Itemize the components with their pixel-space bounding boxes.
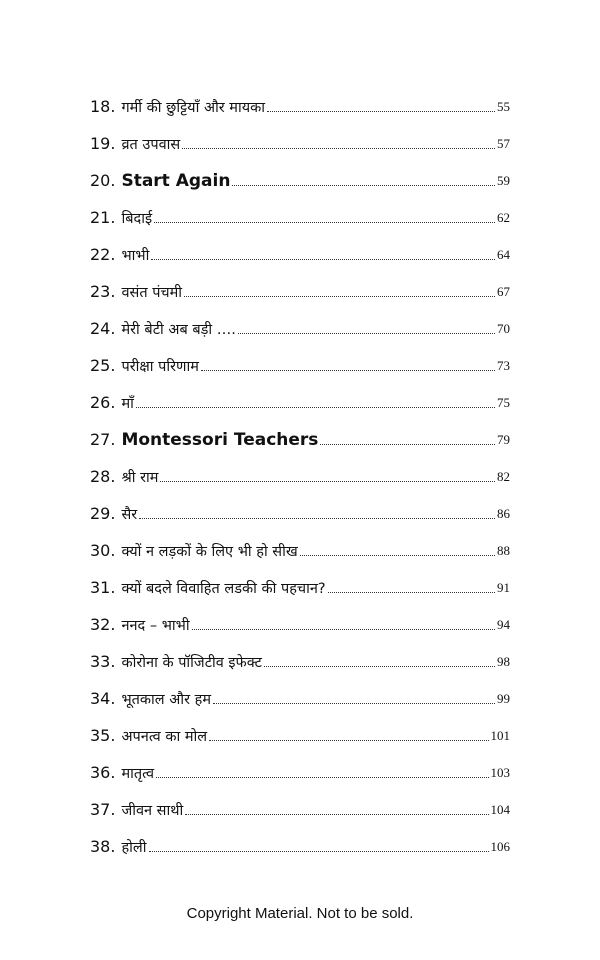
copyright-footer: Copyright Material. Not to be sold. [186, 905, 414, 922]
toc-entry [90, 791, 510, 828]
toc-entry-page: 64 [497, 246, 510, 262]
toc-entry-title: मेरी बेटी अब बड़ी …. [121, 321, 236, 338]
toc-entry [90, 125, 510, 162]
dot-leader [149, 851, 489, 852]
toc-entry-title: Montessori Teachers [121, 429, 319, 450]
toc-entry-number: 36. [90, 763, 116, 782]
toc-entry-page: 99 [497, 690, 510, 706]
toc-entry-title: कोरोना के पॉजिटीव इफेक्ट [121, 654, 262, 671]
toc-entry-number: 20. [90, 171, 116, 190]
toc-entry-number: 35. [90, 726, 116, 745]
dot-leader [328, 592, 495, 593]
toc-entry [90, 680, 510, 717]
toc-entry-page: 104 [490, 801, 510, 817]
toc-entry-number: 19. [90, 134, 116, 153]
toc-entry-title: भाभी [121, 247, 150, 264]
toc-entry [90, 310, 510, 347]
toc-entry [90, 162, 510, 199]
toc-entry-page: 79 [497, 431, 510, 447]
toc-entry-title: भूतकाल और हम [121, 691, 211, 708]
dot-leader [156, 777, 488, 778]
toc-entry-title: वसंत पंचमी [121, 284, 183, 301]
toc-entry-number: 24. [90, 319, 116, 338]
toc-entry-title: अपनत्व का मोल [121, 728, 208, 745]
toc-entry-number: 27. [90, 430, 116, 449]
toc-entry [90, 643, 510, 680]
dot-leader [238, 333, 495, 334]
toc-entry-number: 33. [90, 652, 116, 671]
toc-entry-title: क्यों बदले विवाहित लडकी की पहचान? [121, 580, 326, 597]
dot-leader [267, 111, 495, 112]
toc-entry [90, 384, 510, 421]
toc-entry-number: 32. [90, 615, 116, 634]
toc-entry-number: 34. [90, 689, 116, 708]
dot-leader [201, 370, 495, 371]
toc-entry [90, 199, 510, 236]
toc-entry-page: 98 [497, 653, 510, 669]
toc-entry-page: 73 [497, 357, 510, 373]
toc-entry [90, 606, 510, 643]
toc-entry-title: माँ [121, 395, 134, 412]
toc-entry-title: क्यों न लड़कों के लिए भी हो सीख [121, 543, 298, 560]
toc-entry-page: 103 [490, 764, 510, 780]
toc-entry-title: ननद – भाभी [121, 617, 190, 634]
toc-entry-number: 21. [90, 208, 116, 227]
toc-entry-title: व्रत उपवास [121, 136, 181, 153]
toc-entry-number: 23. [90, 282, 116, 301]
dot-leader [151, 259, 495, 260]
dot-leader [160, 481, 495, 482]
toc-entry [90, 273, 510, 310]
dot-leader [136, 407, 495, 408]
toc-entry-number: 37. [90, 800, 116, 819]
toc-entry-page: 70 [497, 320, 510, 336]
toc-entry-page: 57 [497, 135, 510, 151]
toc-entry-number: 29. [90, 504, 116, 523]
toc-entry [90, 754, 510, 791]
toc-entry-page: 67 [497, 283, 510, 299]
dot-leader [139, 518, 495, 519]
toc-entry [90, 347, 510, 384]
dot-leader [154, 222, 495, 223]
toc-entry-title: जीवन साथी [121, 802, 184, 819]
dot-leader [320, 444, 495, 445]
dot-leader [182, 148, 495, 149]
toc-entry-title: परीक्षा परिणाम [121, 358, 199, 375]
table-of-contents [90, 88, 510, 865]
toc-entry-page: 86 [497, 505, 510, 521]
toc-entry [90, 236, 510, 273]
dot-leader [213, 703, 495, 704]
toc-entry-page: 101 [490, 727, 510, 743]
toc-entry-number: 31. [90, 578, 116, 597]
toc-entry-page: 91 [497, 579, 510, 595]
toc-entry-page: 59 [497, 172, 510, 188]
toc-entry-title: Start Again [121, 170, 231, 191]
toc-entry-page: 75 [497, 394, 510, 410]
toc-entry-title: गर्मी की छुट्टियाँ और मायका [121, 99, 266, 116]
toc-entry-title: मातृत्व [121, 765, 155, 782]
toc-entry-title: बिदाई [121, 210, 153, 227]
toc-entry [90, 532, 510, 569]
toc-entry-number: 38. [90, 837, 116, 856]
toc-entry-page: 62 [497, 209, 510, 225]
toc-entry-page: 106 [490, 838, 510, 854]
dot-leader [185, 814, 488, 815]
toc-entry [90, 569, 510, 606]
dot-leader [264, 666, 495, 667]
dot-leader [192, 629, 495, 630]
toc-entry [90, 88, 510, 125]
toc-entry [90, 421, 510, 458]
toc-entry-page: 94 [497, 616, 510, 632]
toc-entry-number: 18. [90, 97, 116, 116]
toc-entry-number: 25. [90, 356, 116, 375]
toc-entry [90, 458, 510, 495]
toc-entry-page: 55 [497, 98, 510, 114]
toc-entry-title: होली [121, 839, 147, 856]
toc-entry-page: 82 [497, 468, 510, 484]
toc-entry-page: 88 [497, 542, 510, 558]
toc-entry [90, 495, 510, 532]
dot-leader [209, 740, 488, 741]
toc-entry-title: सैर [121, 506, 138, 523]
dot-leader [184, 296, 495, 297]
toc-entry [90, 828, 510, 865]
dot-leader [300, 555, 495, 556]
toc-entry-title: श्री राम [121, 469, 159, 486]
toc-entry-number: 22. [90, 245, 116, 264]
toc-entry [90, 717, 510, 754]
toc-entry-number: 28. [90, 467, 116, 486]
dot-leader [232, 185, 495, 186]
toc-entry-number: 30. [90, 541, 116, 560]
toc-entry-number: 26. [90, 393, 116, 412]
